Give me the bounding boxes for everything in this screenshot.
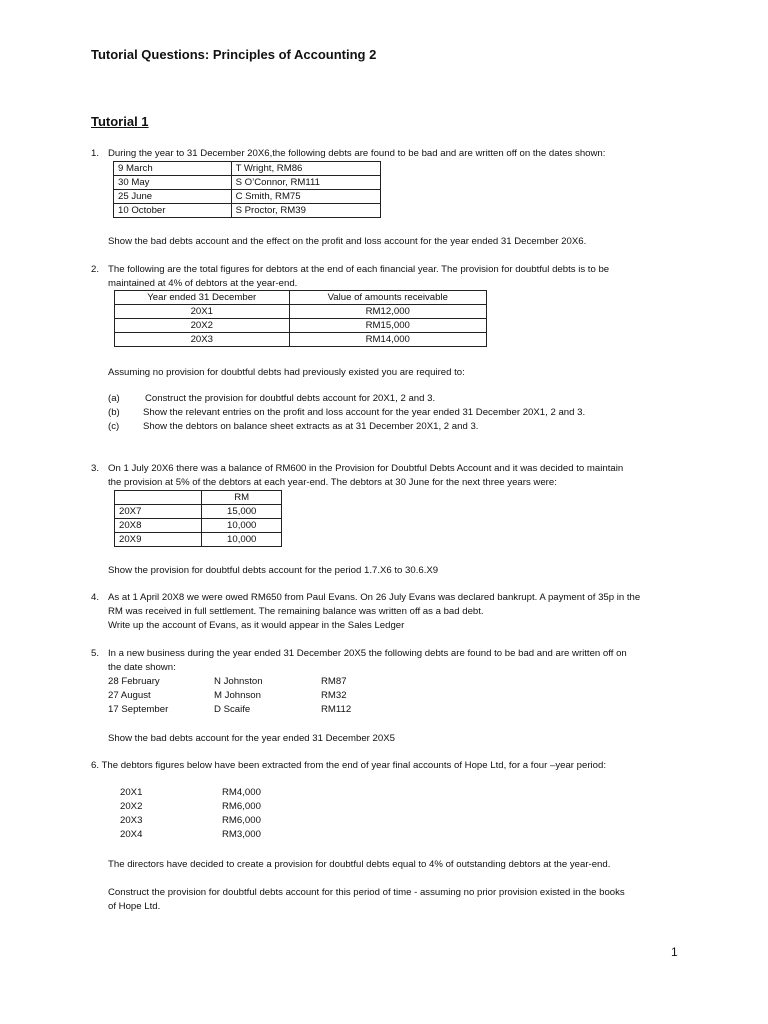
q4-number: 4. (91, 592, 100, 603)
q5-row-date: 28 February (108, 676, 160, 687)
q2-text-line2: maintained at 4% of debtors at the year-end. (108, 278, 298, 289)
document-title: Tutorial Questions: Principles of Accounting 2 (91, 47, 377, 62)
table-row: 20X2 RM15,000 (115, 319, 487, 333)
q5-row-name: M Johnson (214, 690, 261, 701)
q3-number: 3. (91, 463, 100, 474)
table-row: 20X8 10,000 (115, 519, 282, 533)
column-header: RM (202, 491, 282, 505)
q2-assumption: Assuming no provision for doubtful debts had previously existed you are required to: (108, 367, 465, 378)
q6-row-amount: RM6,000 (222, 801, 261, 812)
table-row: 20X7 15,000 (115, 505, 282, 519)
table-row: 10 October S Proctor, RM39 (114, 204, 381, 218)
q4-text-line3: Write up the account of Evans, as it would appear in the Sales Ledger (108, 620, 405, 631)
table-row: 20X1 RM12,000 (115, 305, 487, 319)
q3-text-line1: On 1 July 20X6 there was a balance of RM600 in the Provision for Doubtful Debts Account and it was decided to maintain (108, 463, 624, 474)
q4-text-line2: RM was received in full settlement. The remaining balance was written off as a bad debt. (108, 606, 484, 617)
q3-debtors-table (114, 490, 282, 547)
tutorial-heading: Tutorial 1 (91, 114, 149, 129)
table-row: 20X9 10,000 (115, 533, 282, 547)
q2-text-line1: The following are the total figures for debtors at the end of each financial year. The provision for doubtful debts is to be (108, 264, 610, 275)
table-row: 20X3 RM14,000 (115, 333, 487, 347)
q3-instruction: Show the provision for doubtful debts account for the period 1.7.X6 to 30.6.X9 (108, 565, 439, 576)
q6-row-year: 20X2 (120, 801, 143, 812)
q4-text-line1: As at 1 April 20X8 we were owed RM650 from Paul Evans. On 26 July Evans was declared bankrupt. A payment of 35p in the (108, 592, 641, 603)
q3-text-line2: the provision at 5% of the debtors at each year-end. The debtors at 30 June for the next three years were: (108, 477, 557, 488)
q2-part-a-label: (a) (108, 393, 120, 404)
table-header-row (115, 291, 487, 305)
q6-row-amount: RM3,000 (222, 829, 261, 840)
table-row: 9 March T Wright, RM86 (114, 162, 381, 176)
q6-row-year: 20X1 (120, 787, 143, 798)
q5-row-name: D Scaife (214, 704, 251, 715)
table-header-row (115, 491, 282, 505)
q5-row-amount: RM32 (321, 690, 347, 701)
q5-number: 5. (91, 648, 100, 659)
q5-text-line2: the date shown: (108, 662, 176, 673)
q1-number: 1. (91, 148, 100, 159)
q1-instruction: Show the bad debts account and the effect on the profit and loss account for the year ended 31 December 20X6. (108, 236, 587, 247)
q6-row-year: 20X3 (120, 815, 143, 826)
q5-text-line1: In a new business during the year ended 31 December 20X5 the following debts are found to be bad and are written off on (108, 648, 627, 659)
q6-paragraph-2-line2: of Hope Ltd. (108, 901, 161, 912)
q2-debtors-table (114, 290, 487, 347)
page-number: 1 (671, 945, 678, 959)
q5-row-name: N Johnston (214, 676, 263, 687)
q5-instruction: Show the bad debts account for the year ended 31 December 20X5 (108, 733, 395, 744)
q6-row-amount: RM6,000 (222, 815, 261, 826)
q2-part-c-label: (c) (108, 421, 120, 432)
q6-paragraph-2-line1: Construct the provision for doubtful debts account for this period of time - assuming no prior provision existed in the books (108, 887, 625, 898)
table-row: 25 June C Smith, RM75 (114, 190, 381, 204)
q5-row-amount: RM87 (321, 676, 347, 687)
column-header: Value of amounts receivable (289, 291, 486, 305)
q6-row-amount: RM4,000 (222, 787, 261, 798)
q6-text-line1: 6. The debtors figures below have been extracted from the end of year final accounts of Hope Ltd, for a four –year period: (91, 760, 606, 771)
q6-paragraph-1: The directors have decided to create a provision for doubtful debts equal to 4% of outstanding debtors at the year-end. (108, 859, 611, 870)
q2-part-c-text: Show the debtors on balance sheet extracts as at 31 December 20X1, 2 and 3. (143, 421, 479, 432)
q2-number: 2. (91, 264, 100, 275)
q6-row-year: 20X4 (120, 829, 143, 840)
q5-row-date: 17 September (108, 704, 169, 715)
q5-row-amount: RM112 (321, 704, 352, 715)
q1-bad-debts-table (113, 161, 381, 218)
q5-row-date: 27 August (108, 690, 151, 701)
q2-part-b-label: (b) (108, 407, 120, 418)
q2-part-a-text: Construct the provision for doubtful debts account for 20X1, 2 and 3. (145, 393, 436, 404)
q1-text: During the year to 31 December 20X6,the following debts are found to be bad and are written off on the dates shown: (108, 148, 606, 159)
column-header: Year ended 31 December (115, 291, 290, 305)
q2-part-b-text: Show the relevant entries on the profit and loss account for the year ended 31 December 20X1, 2 and 3. (143, 407, 586, 418)
table-row: 30 May S O’Connor, RM111 (114, 176, 381, 190)
